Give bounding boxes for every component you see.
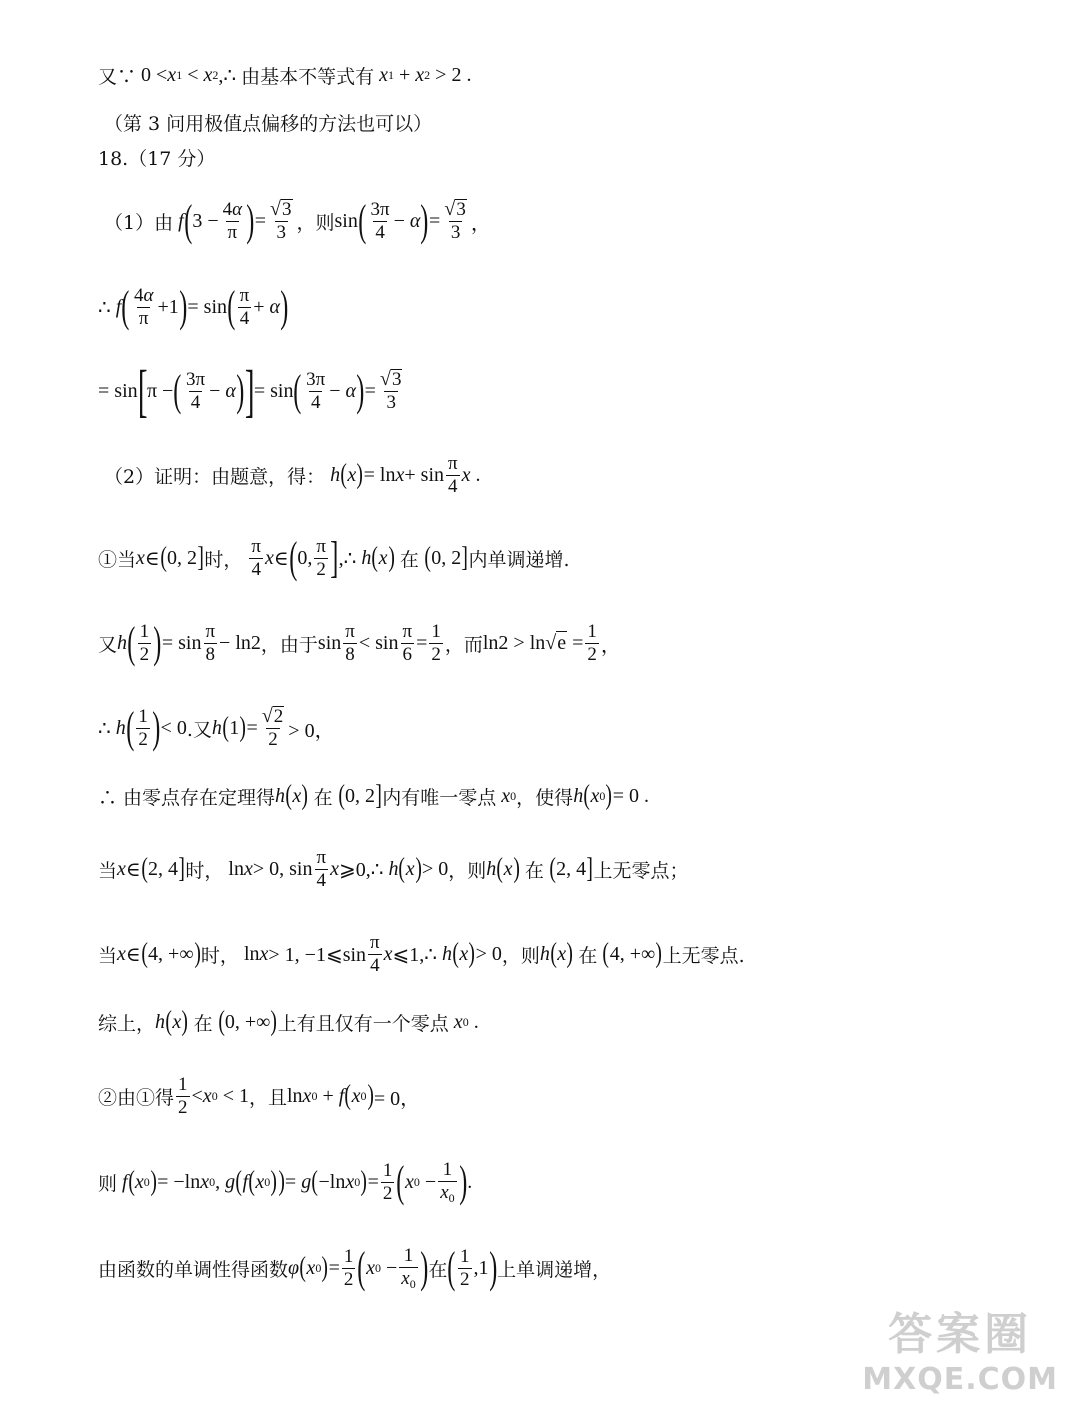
case1-text-c: 在	[399, 548, 419, 571]
math-line-5	[98, 282, 289, 332]
math-interval-02-b: ( 0, 2 ]	[424, 542, 469, 573]
case4inf-text-d: 在	[578, 944, 598, 967]
math-sum: x 1 + x 2 > 2 .	[379, 63, 472, 86]
g-f-text-a: 则	[98, 1172, 118, 1195]
case24-text-b: 时，	[185, 859, 224, 882]
summary-text-b: 在	[193, 1012, 213, 1035]
summary-text-a: 综上，	[98, 1012, 156, 1035]
case4inf-text-e: 上无零点.	[662, 944, 745, 967]
summary-text-c: 上有且仅有一个零点	[277, 1012, 449, 1035]
text-line-zero-theorem	[98, 776, 649, 816]
monotonic-text-b: 在	[428, 1258, 448, 1281]
math-phi-x0: φ ( x 0 ) = $\frac{1}{2}$ ( x 0 − $\frac{1}{x_0}$ )	[288, 1243, 429, 1292]
part1-label: （1）由	[104, 211, 174, 234]
part2-label: （2）证明：由题意，得：	[104, 465, 326, 488]
math-line-6	[98, 358, 406, 423]
line1-text-a: 又∵	[98, 65, 137, 88]
h-half-text-a: 又	[98, 633, 118, 656]
text-line-h-half	[98, 618, 621, 668]
math-g-f-x0: f ( x 0 ) = −ln x 0 , g ( f ( x 0 ) ) = g ( −ln x 0 ) = $\frac{1}{2}$ ( x 0 − $\frac{1}{x_0}$ ) .	[122, 1157, 473, 1206]
text-line-part1	[104, 196, 491, 246]
part1-text-b: ，则	[296, 211, 335, 234]
math-f-condition: f ( 3 − $\frac{4\alpha}{\pi}$ ) = √ 3 3	[178, 196, 292, 245]
monotonic-text-c: 上单调递增，	[497, 1258, 612, 1281]
math-interval-02-c: ( 0, 2 ]	[338, 780, 382, 811]
text-line-part2-2	[98, 1071, 420, 1121]
watermark-top-text: 答案圈	[888, 1309, 1033, 1360]
zero-theorem-text-c: 内有唯一零点	[382, 786, 497, 809]
case24-text-d: 在	[524, 859, 544, 882]
case1-text-b: 时，	[204, 548, 243, 571]
text-line-2	[104, 102, 432, 142]
watermark-logo	[862, 1298, 1058, 1397]
part2-2-text-b: ，且	[248, 1086, 287, 1109]
text-line-g-f	[98, 1157, 472, 1207]
text-line-1	[98, 55, 471, 95]
h-half-text-c: ，而	[444, 633, 483, 656]
math-interval-half-one: ( $\frac{1}{2}$ ,1 )	[447, 1243, 497, 1292]
math-interval-24: x ∈ ( 2, 4 ]	[117, 853, 185, 884]
math-x0: x 0	[501, 784, 517, 807]
math-interval-4inf-b: ( 4, +∞ )	[602, 938, 663, 969]
case1-text-d: 内单调递增.	[468, 548, 570, 571]
part2-2-text-a: ②由①得	[98, 1086, 175, 1109]
h-values-text-a: .又	[186, 718, 212, 741]
monotonic-text-a: 由函数的单调性得函数	[98, 1258, 289, 1281]
zero-theorem-text-d: ，使得	[516, 786, 574, 809]
text-line-case-24	[98, 844, 689, 894]
case24-text-c: ，则	[448, 859, 487, 882]
text-line-case-4inf	[98, 929, 745, 979]
text-line-h-values	[98, 703, 335, 753]
math-case24-condition: ln x > 0, sin $\frac{\pi}{4}$ x ⩾0,∴ h ( x ) > 0	[223, 846, 449, 891]
math-case4inf-condition: ln x > 1, −1⩽sin $\frac{\pi}{4}$ x ⩽1,∴ h ( x ) > 0	[238, 931, 502, 976]
math-hx-b: h ( x )	[486, 853, 520, 884]
case1-text-a: ①当	[98, 548, 137, 571]
math-sin-condition: sin ( $\frac{3\pi}{4}$ − α ) = √ 3 3 ，	[334, 196, 491, 245]
watermark-bottom-text: MXQE.COM	[862, 1362, 1058, 1397]
math-inequality: 0 < x 1 < x 2 ,∴	[136, 63, 242, 87]
math-f-expression: ∴ f ( $\frac{4\alpha}{\pi}$ +1 ) = sin ( $\frac{\pi}{4}$ + α )	[98, 282, 289, 331]
math-hx-c: h ( x )	[539, 938, 574, 969]
note-text: （第 3 问用极值点偏移的方法也可以）	[104, 112, 433, 135]
math-h-x0-zero: h ( x 0 ) = 0 .	[573, 780, 650, 811]
math-pi-interval: $\frac{\pi}{4}$ x ∈ ( 0, $\frac{\pi}{2}$ ] ,∴ h ( x )	[251, 533, 395, 582]
math-x0-range: $\frac{1}{2}$ < x 0 < 1	[178, 1073, 249, 1118]
text-line-summary	[98, 1002, 479, 1042]
case4inf-text-a: 当	[98, 944, 118, 967]
math-lnx0-eq: ln x 0 + f ( x 0 ) = 0，	[286, 1080, 421, 1111]
question-heading	[98, 137, 215, 177]
zero-theorem-text-b: 在	[313, 786, 333, 809]
math-x0-b: x 0 .	[453, 1010, 479, 1033]
text-line-part2	[104, 452, 480, 498]
math-interval-24-b: ( 2, 4 ]	[549, 853, 594, 884]
text-line-monotonic	[98, 1243, 611, 1293]
math-sin-identity: = sin [ π − ( $\frac{3\pi}{4}$ − α ) ] = sin ( $\frac{3\pi}{4}$ − α ) = √ 3 3	[98, 358, 402, 423]
question-number: 18.（17 分）	[98, 147, 216, 170]
case4inf-text-b: 时，	[200, 944, 239, 967]
math-interval-4inf: x ∈ ( 4, +∞ )	[117, 938, 201, 969]
math-sin-compare: sin $\frac{\pi}{8}$ < sin $\frac{\pi}{6}$ = $\frac{1}{2}$	[317, 620, 441, 665]
case24-text-e: 上无零点；	[593, 859, 689, 882]
math-interval-02: x ∈ ( 0, 2 ]	[136, 542, 204, 573]
h-half-text-b: ，由于	[260, 633, 318, 656]
zero-theorem-text-a: ∴ 由零点存在定理得	[98, 786, 276, 809]
math-hx-d: h ( x )	[155, 1006, 189, 1037]
text-line-case1	[98, 535, 570, 581]
math-h-definition: h ( x ) = ln x + sin $\frac{\pi}{4}$ x .	[330, 452, 481, 497]
line1-text-b: 由基本不等式有	[241, 65, 375, 88]
math-h-one: h ( 1 ) = √ 2 2 > 0，	[211, 705, 335, 751]
math-ln-compare: ln2 > ln √ e = $\frac{1}{2}$ ，	[482, 620, 621, 665]
math-h-half: h ( $\frac{1}{2}$ ) = sin $\frac{\pi}{8}$ − ln2	[117, 618, 261, 667]
math-interval-0inf: ( 0, +∞ )	[217, 1006, 278, 1037]
case24-text-a: 当	[98, 859, 118, 882]
math-h-half-negative: ∴ h ( $\frac{1}{2}$ ) < 0	[98, 703, 187, 752]
math-hx: h ( x )	[275, 780, 309, 811]
case4inf-text-c: ，则	[501, 944, 540, 967]
